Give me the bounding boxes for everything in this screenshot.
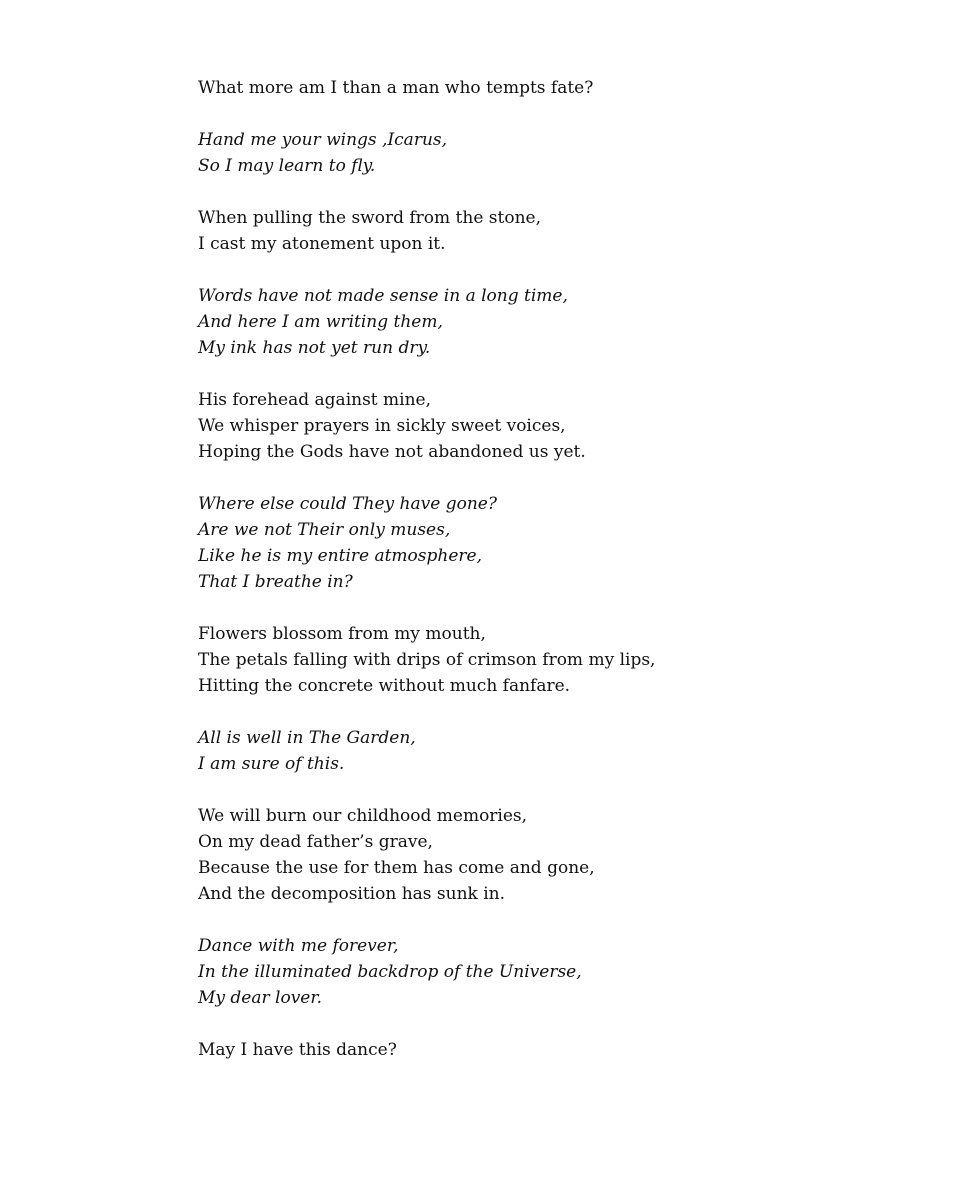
stanza-1 <box>198 75 898 101</box>
poem-line: Hoping the Gods have not abandoned us yet. <box>198 442 586 462</box>
poem-line: Dance with me forever, <box>198 936 399 956</box>
poem-line: So I may learn to fly. <box>198 156 376 176</box>
poem-line: Hand me your wings ,Icarus, <box>198 130 448 150</box>
stanza-7 <box>198 621 898 699</box>
stanza-11 <box>198 1037 898 1063</box>
poem-line: All is well in The Garden, <box>198 728 416 748</box>
poem-line: My dear lover. <box>198 988 323 1008</box>
poem-line: On my dead father’s grave, <box>198 832 433 852</box>
poem-line: And here I am writing them, <box>198 312 443 332</box>
poem-line: Are we not Their only muses, <box>198 520 451 540</box>
stanza-2 <box>198 127 898 179</box>
poem-line: We whisper prayers in sickly sweet voices, <box>198 416 566 436</box>
stanza-4 <box>198 283 898 361</box>
poem-line: Flowers blossom from my mouth, <box>198 624 486 644</box>
poem-line: In the illuminated backdrop of the Universe, <box>198 962 582 982</box>
poem-line: May I have this dance? <box>198 1040 397 1060</box>
stanza-3 <box>198 205 898 257</box>
poem-line: Hitting the concrete without much fanfare. <box>198 676 571 696</box>
poem-line: My ink has not yet run dry. <box>198 338 431 358</box>
stanza-10 <box>198 933 898 1011</box>
poem-line: Where else could They have gone? <box>198 494 497 514</box>
poem-line: The petals falling with drips of crimson from my lips, <box>198 650 656 670</box>
stanza-6 <box>198 491 898 595</box>
stanza-9 <box>198 803 898 907</box>
poem-line: And the decomposition has sunk in. <box>198 884 506 904</box>
poem-line: Because the use for them has come and gone, <box>198 858 595 878</box>
poem-line: His forehead against mine, <box>198 390 432 410</box>
poem-line: I am sure of this. <box>198 754 345 774</box>
stanza-8 <box>198 725 898 777</box>
poem-line: I cast my atonement upon it. <box>198 234 446 254</box>
poem-line: We will burn our childhood memories, <box>198 806 528 826</box>
poem-line: Like he is my entire atmosphere, <box>198 546 482 566</box>
stanza-5 <box>198 387 898 465</box>
poem-line: Words have not made sense in a long time, <box>198 286 568 306</box>
poem-line: What more am I than a man who tempts fate? <box>198 78 594 98</box>
poem-line: That I breathe in? <box>198 572 353 592</box>
poem-line: When pulling the sword from the stone, <box>198 208 542 228</box>
poem-body <box>198 75 898 1089</box>
